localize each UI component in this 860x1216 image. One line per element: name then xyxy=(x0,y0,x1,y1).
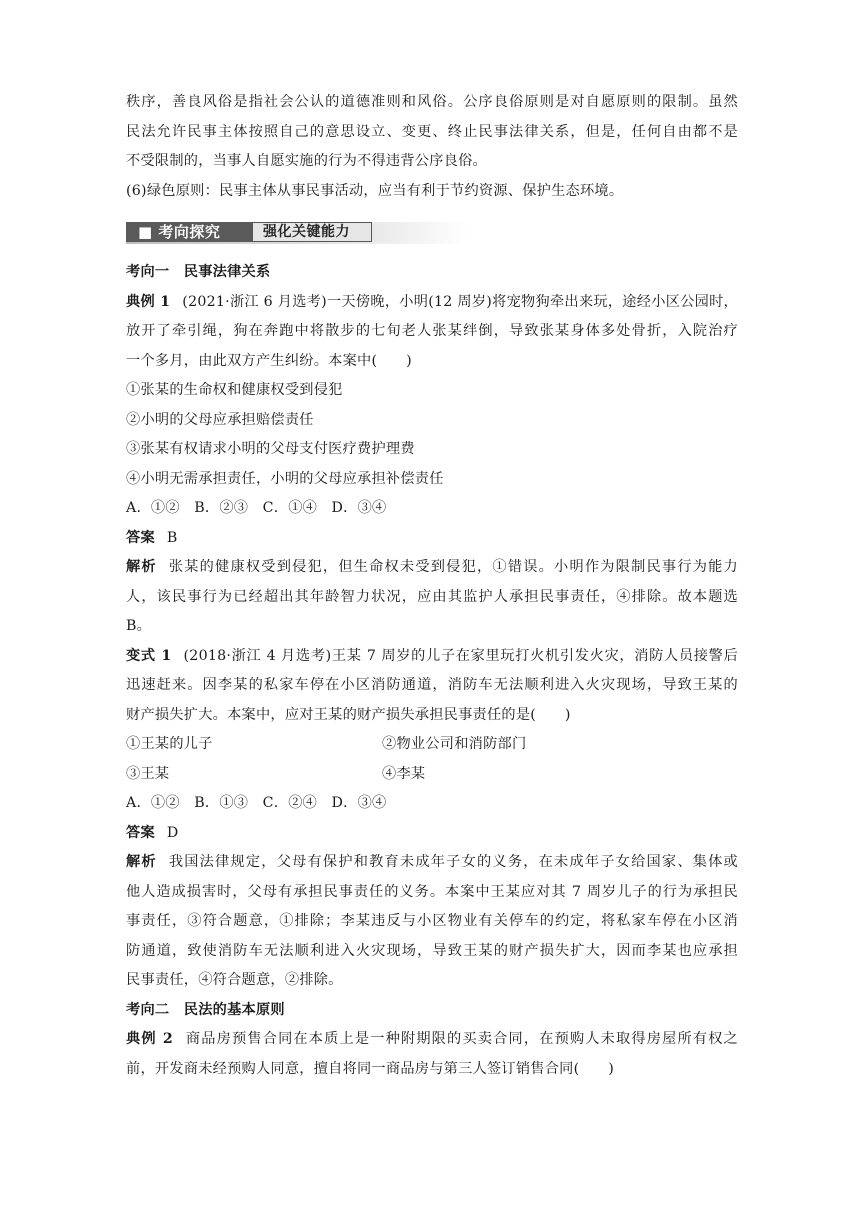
example1-label: 典例 1 xyxy=(126,293,171,310)
example1-choices: A．①② B．②③ C．①④ D．③④ xyxy=(126,500,387,516)
example2-label: 典例 2 xyxy=(126,1031,173,1047)
variant1-analysis-line-2: 他人造成损害时，父母有承担民事责任的义务。本案中王某应对其 7 周岁儿子的行为承担民 xyxy=(126,883,738,900)
example1-line-2: 放开了牵引绳，狗在奔跑中将散步的七旬老人张某绊倒，导致张某身体多处骨折，入院治疗 xyxy=(126,323,738,339)
intro-line-2: 民法允许民事主体按照自己的意思设立、变更、终止民事法律关系，但是，任何自由都不是 xyxy=(126,123,738,140)
variant1-answer-label: 答案 xyxy=(126,824,155,841)
variant1-option-3: ③王某 xyxy=(126,765,170,782)
variant1-analysis-line-3: 事责任，③符合题意，①排除；李某违反与小区物业有关停车的约定，将私家车停在小区消 xyxy=(126,913,738,929)
example2-line-1 xyxy=(126,1025,738,1055)
section-banner-right-label: 强化关键能力 xyxy=(263,224,350,240)
example1-option-4: ④小明无需承担责任，小明的父母应承担补偿责任 xyxy=(126,470,444,487)
example1-text-1: (2021·浙江 6 月选考)一天傍晚，小明(12 周岁)将宠物狗牵出来玩，途经小区公园时， xyxy=(182,293,738,310)
section-banner-left xyxy=(126,222,252,242)
variant1-analysis-line-1 xyxy=(126,848,738,878)
variant1-label: 变式 1 xyxy=(126,647,172,664)
example1-option-2: ②小明的父母应承担赔偿责任 xyxy=(126,411,314,428)
example2-text-1: 商品房预售合同在本质上是一种附期限的买卖合同，在预购人未取得房屋所有权之 xyxy=(184,1031,738,1047)
variant1-analysis-line-4: 防通道，致使消防车无法顺利进入火灾现场，导致王某的财产损失扩大，因而李某也应承担 xyxy=(126,942,738,959)
section-banner-right xyxy=(252,222,372,242)
variant1-answer-value: D xyxy=(166,824,179,841)
topic1-title: 考向一 民事法律关系 xyxy=(126,264,271,280)
variant1-option-1: ①王某的儿子 xyxy=(126,736,213,752)
document-page xyxy=(126,88,738,1084)
intro-line-1: 秩序，善良风俗是指社会公认的道德准则和风俗。公序良俗原则是对自愿原则的限制。虽然 xyxy=(126,94,738,110)
example1-analysis-text-1: 张某的健康权受到侵犯，但生命权未受到侵犯，①错误。小明作为限制民事行为能力 xyxy=(168,559,738,575)
section-banner-fade xyxy=(372,222,468,242)
variant1-text-1: (2018·浙江 4 月选考)王某 7 周岁的儿子在家里玩打火机引发火灾，消防人员接警后 xyxy=(183,647,739,664)
variant1-option-2: ②物业公司和消防部门 xyxy=(382,736,527,752)
variant1-analysis-label: 解析 xyxy=(126,854,157,870)
example1-analysis-line-3: B。 xyxy=(126,618,152,634)
variant1-line-1 xyxy=(126,642,738,672)
intro-line-3: 不受限制的，当事人自愿实施的行为不得违背公序良俗。 xyxy=(126,153,487,169)
topic2-title: 考向二 民法的基本原则 xyxy=(126,1001,285,1018)
variant1-options-row-1 xyxy=(126,730,738,760)
section-banner-left-label: ■ 考向探究 xyxy=(138,223,221,241)
green-principle: (6)绿色原则：民事主体从事民事活动，应当有利于节约资源、保护生态环境。 xyxy=(126,182,624,199)
example2-line-2: 前，开发商未经预购人同意，擅自将同一商品房与第三人签订销售合同( ) xyxy=(126,1060,615,1077)
example1-option-3: ③张某有权请求小明的父母支付医疗费护理费 xyxy=(126,441,415,457)
example1-answer-label: 答案 xyxy=(126,529,155,546)
variant1-analysis-line-5: 民事责任，④符合题意，②排除。 xyxy=(126,972,343,988)
variant1-option-4: ④李某 xyxy=(382,765,426,782)
section-banner-underline xyxy=(126,242,468,244)
variant1-answer xyxy=(126,819,738,849)
variant1-choices: A．①② B．①③ C．②④ D．③④ xyxy=(126,795,387,811)
section-banner xyxy=(126,216,738,244)
variant1-line-3: 财产损失扩大。本案中，应对王某的财产损失承担民事责任的是( ) xyxy=(126,706,571,723)
example1-line-3: 一个多月，由此双方产生纠纷。本案中( ) xyxy=(126,352,412,369)
example1-answer xyxy=(126,524,738,554)
variant1-options-row-2 xyxy=(126,760,738,790)
example1-answer-value: B xyxy=(166,529,178,546)
example1-option-1: ①张某的生命权和健康权受到侵犯 xyxy=(126,382,343,398)
example1-line-1 xyxy=(126,288,738,318)
example1-analysis-line-1 xyxy=(126,553,738,583)
example1-analysis-label: 解析 xyxy=(126,559,157,575)
variant1-line-2: 迅速赶来。因李某的私家车停在小区消防通道，消防车无法顺利进入火灾现场，导致王某的 xyxy=(126,677,738,693)
variant1-analysis-text-1: 我国法律规定，父母有保护和教育未成年子女的义务，在未成年子女给国家、集体或 xyxy=(168,854,738,870)
example1-analysis-line-2: 人，该民事行为已经超出其年龄智力状况，应由其监护人承担民事责任，④排除。故本题选 xyxy=(126,588,738,605)
